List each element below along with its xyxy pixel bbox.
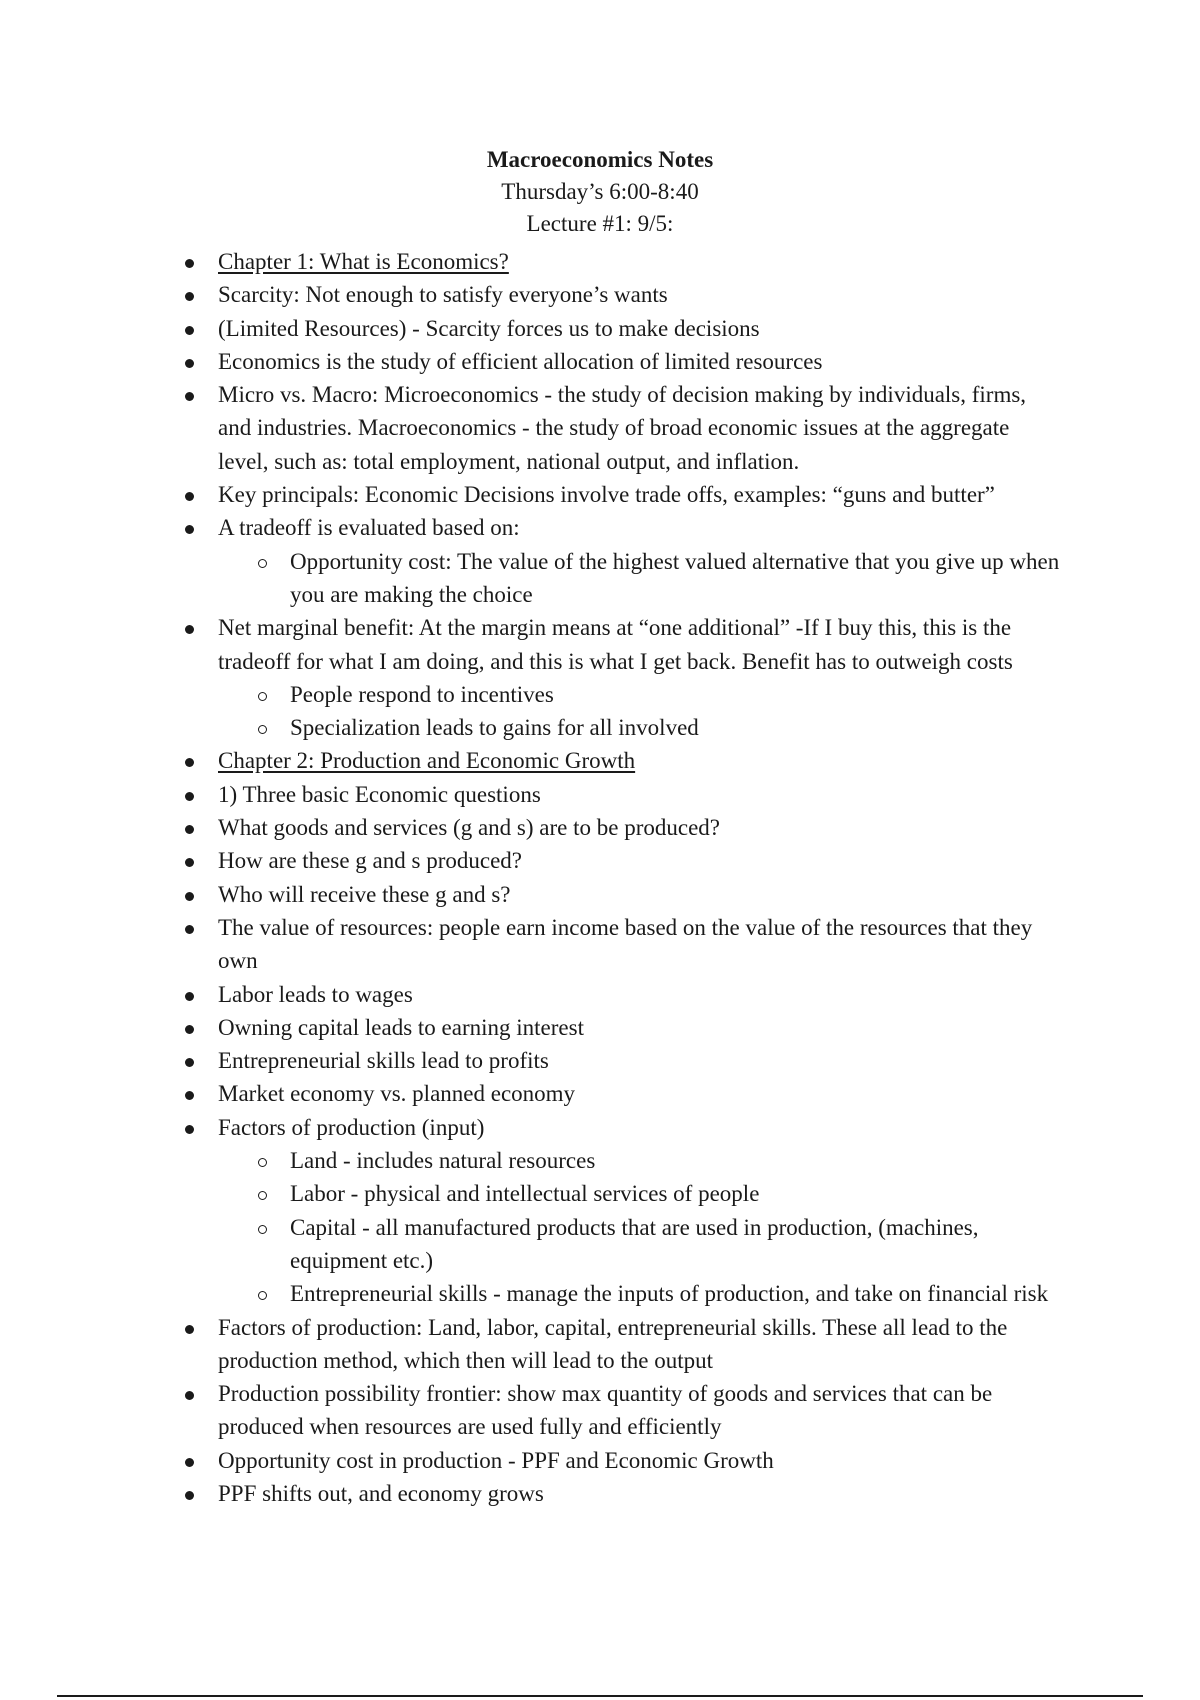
- bullet-icon: [185, 492, 194, 501]
- note-text: Capital - all manufactured products that are used in production, (machines, equipment etc.): [290, 1214, 979, 1273]
- note-text: People respond to incentives: [290, 681, 554, 707]
- hollow-bullet-icon: [258, 1191, 267, 1200]
- hollow-bullet-icon: [258, 692, 267, 701]
- list-item: [182, 312, 1062, 345]
- chapter-heading: Chapter 1: What is Economics?: [218, 249, 509, 274]
- note-text: The value of resources: people earn income based on the value of the resources that they own: [218, 914, 1033, 974]
- bullet-icon: [185, 825, 194, 834]
- note-text: Factors of production (input): [218, 1114, 485, 1140]
- bullet-icon: [185, 892, 194, 901]
- note-text: Entrepreneurial skills lead to profits: [218, 1048, 549, 1074]
- list-item: [182, 1377, 1062, 1444]
- bullet-icon: [185, 992, 194, 1001]
- note-text: Market economy vs. planned economy: [218, 1081, 576, 1107]
- note-text: What goods and services (g and s) are to be produced?: [218, 815, 720, 841]
- bullet-icon: [185, 1125, 194, 1134]
- class-schedule: Thursday’s 6:00-8:40: [501, 179, 699, 204]
- list-item: [182, 245, 1062, 278]
- list-item: [182, 1111, 1062, 1144]
- note-text: Net marginal benefit: At the margin means at “one additional” -If I buy this, this is the tradeoff for what I am doing, and this is what I get back. Benefit has to outweigh costs: [218, 615, 1013, 674]
- note-text: PPF shifts out, and economy grows: [218, 1480, 544, 1506]
- bullet-icon: [185, 858, 194, 867]
- bullet-icon: [185, 292, 194, 301]
- bullet-icon: [185, 259, 194, 268]
- list-item: [182, 744, 1062, 777]
- bullet-icon: [185, 1491, 194, 1500]
- note-text: Opportunity cost: The value of the highest valued alternative that you give up when you are making the choice: [290, 548, 1060, 607]
- bullet-icon: [185, 326, 194, 335]
- note-text: Labor - physical and intellectual services of people: [290, 1181, 760, 1207]
- bullet-icon: [185, 359, 194, 368]
- list-item: [182, 345, 1062, 378]
- list-item: [182, 1077, 1062, 1110]
- sub-list-item: [182, 1277, 1062, 1310]
- list-item: [182, 378, 1062, 478]
- bullet-icon: [185, 625, 194, 634]
- note-text: Micro vs. Macro: Microeconomics - the study of decision making by individuals, firms, and industries. Macroeconomics - the study of broad economic issues at the aggregate level, such as: total employment, national output, and inflation.: [218, 382, 1027, 474]
- bullet-icon: [185, 758, 194, 767]
- list-item: [182, 911, 1062, 978]
- hollow-bullet-icon: [258, 1225, 267, 1234]
- bullet-icon: [185, 925, 194, 934]
- sub-list-item: [182, 711, 1062, 744]
- list-item: [182, 1044, 1062, 1077]
- note-text: (Limited Resources) - Scarcity forces us to make decisions: [218, 315, 760, 341]
- bullet-icon: [185, 1091, 194, 1100]
- list-item: [182, 778, 1062, 811]
- bullet-icon: [185, 1458, 194, 1467]
- hollow-bullet-icon: [258, 1291, 267, 1300]
- note-text: Who will receive these g and s?: [218, 881, 511, 907]
- sub-list-item: [182, 1211, 1062, 1278]
- note-text: A tradeoff is evaluated based on:: [218, 515, 520, 541]
- list-item: [182, 278, 1062, 311]
- note-text: Factors of production: Land, labor, capital, entrepreneurial skills. These all lead to the production method, which then will lead to the output: [218, 1314, 1008, 1373]
- note-text: Economics is the study of efficient allocation of limited resources: [218, 348, 823, 374]
- bullet-icon: [185, 392, 194, 401]
- sub-list-item: [182, 678, 1062, 711]
- list-item: [182, 1444, 1062, 1477]
- bullet-icon: [185, 1391, 194, 1400]
- note-text: Owning capital leads to earning interest: [218, 1014, 584, 1040]
- note-text: Land - includes natural resources: [290, 1148, 596, 1174]
- list-item: [182, 611, 1062, 678]
- page-bottom-rule: [57, 1695, 1143, 1697]
- sub-list-item: [182, 545, 1062, 612]
- list-item: [182, 478, 1062, 511]
- note-text: 1) Three basic Economic questions: [218, 781, 541, 807]
- document-title: Macroeconomics Notes: [486, 147, 714, 172]
- list-item: [182, 1011, 1062, 1044]
- note-text: How are these g and s produced?: [218, 848, 522, 874]
- note-text: Scarcity: Not enough to satisfy everyone’s wants: [218, 282, 668, 308]
- list-item: [182, 978, 1062, 1011]
- note-text: Opportunity cost in production - PPF and Economic Growth: [218, 1447, 774, 1473]
- notes-list: [182, 245, 1062, 1510]
- list-item: [182, 1477, 1062, 1510]
- document-header: [0, 144, 1200, 240]
- bullet-icon: [185, 792, 194, 801]
- note-text: Production possibility frontier: show max quantity of goods and services that can be produced when resources are used fully and efficiently: [218, 1381, 993, 1440]
- chapter-heading: Chapter 2: Production and Economic Growth: [218, 748, 636, 774]
- list-item: [182, 844, 1062, 877]
- note-text: Key principals: Economic Decisions involve trade offs, examples: “guns and butter”: [218, 482, 995, 508]
- list-item: [182, 511, 1062, 544]
- hollow-bullet-icon: [258, 1158, 267, 1167]
- list-item: [182, 878, 1062, 911]
- list-item: [182, 811, 1062, 844]
- hollow-bullet-icon: [258, 725, 267, 734]
- note-text: Labor leads to wages: [218, 981, 413, 1007]
- hollow-bullet-icon: [258, 559, 267, 568]
- bullet-icon: [185, 1025, 194, 1034]
- note-text: Specialization leads to gains for all involved: [290, 715, 699, 741]
- sub-list-item: [182, 1177, 1062, 1210]
- lecture-label: Lecture #1: 9/5:: [526, 211, 674, 236]
- bullet-icon: [185, 525, 194, 534]
- bullet-icon: [185, 1058, 194, 1067]
- note-text: Entrepreneurial skills - manage the inputs of production, and take on financial risk: [290, 1281, 1049, 1307]
- sub-list-item: [182, 1144, 1062, 1177]
- bullet-icon: [185, 1325, 194, 1334]
- list-item: [182, 1311, 1062, 1378]
